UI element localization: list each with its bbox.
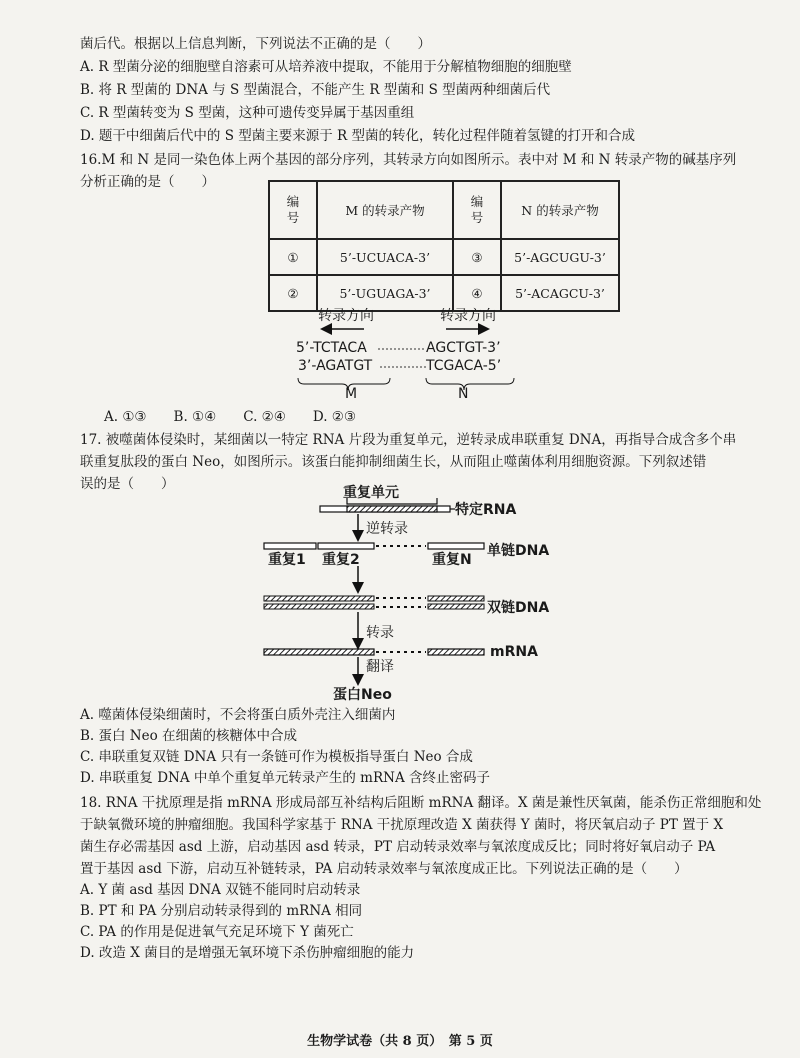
repeat-unit-label: 重复单元 [343,485,399,501]
repeat-n-label: 重复N [432,552,472,568]
dsdna-label: 双链DNA [487,600,550,616]
repeat-1-label: 重复1 [268,552,306,568]
q18-stem-line3: 菌生存必需基因 asd 上游，启动基因 asd 转录，PT 启动转录效率与氧浓度成反比；同时将好氧启动子 PA [80,839,716,855]
q15-option-b: B. 将 R 型菌的 DNA 与 S 型菌混合，不能产生 R 型菌和 S 型菌两种细菌后代 [80,82,551,98]
row2-num-m: ② [269,275,317,311]
row2-num-n: ④ [453,275,501,311]
q16-options: A. ①③ B. ①④ C. ②④ D. ②③ [104,409,357,425]
protein-neo-label: 蛋白Neo [333,687,392,703]
specific-rna-label: 特定RNA [455,502,517,518]
row1-num-n: ③ [453,239,501,275]
q15-stem-end: 菌后代。根据以上信息判断，下列说法不正确的是（ ） [80,36,431,52]
mrna-bar [264,649,484,655]
mrna-label: mRNA [490,644,538,660]
repeat-unit-bracket [347,498,437,504]
gene-m-label: M [345,386,358,402]
q17-option-b: B. 蛋白 Neo 在细菌的核糖体中合成 [80,728,298,744]
n-bottom-strand: TCGACA-5’ [426,358,502,374]
m-direction-label: 转录方向 [318,308,374,324]
page-footer: 生物学试卷（共 8 页） 第 5 页 [307,1034,493,1049]
q18-option-c: C. PA 的作用是促进氧气充足环境下 Y 菌死亡 [80,924,354,940]
q17-stem-line3: 误的是（ ） [80,476,175,492]
gene-n-brace [426,378,514,390]
gene-m-brace [298,378,390,390]
q18-stem-line1: 18. RNA 干扰原理是指 mRNA 形成局部互补结构后阻断 mRNA 翻译。X 菌是兼性厌氧菌，能杀伤正常细胞和处 [80,795,762,811]
row2-n-seq: 5’-ACAGCU-3’ [501,275,619,311]
q18-option-a: A. Y 菌 asd 基因 DNA 双链不能同时启动转录 [80,882,361,898]
q17-stem-line2: 联重复肽段的蛋白 Neo，如图所示。该蛋白能抑制细菌生长，从而阻止噬菌体利用细胞资源。下列叙述错 [80,454,707,470]
m-bottom-strand: 3’-AGATGT [298,358,373,374]
ssdna-label: 单链DNA [487,543,550,559]
header-number-2: 编号 [453,181,501,239]
header-m-product: M 的转录产物 [317,181,453,239]
dsdna-bar [264,596,484,609]
q15-option-d: D. 题干中细菌后代中的 S 型菌主要来源于 R 型菌的转化，转化过程伴随着氢键的打开和合成 [80,128,636,144]
transcription-label: 转录 [366,625,394,641]
q16-stem-line2: 分析正确的是（ ） [80,174,215,190]
repeat-2-label: 重复2 [322,552,360,568]
q15-option-a: A. R 型菌分泌的细胞壁自溶素可从培养液中提取，不能用于分解植物细胞的细胞壁 [80,59,572,75]
q17-option-c: C. 串联重复双链 DNA 只有一条链可作为模板指导蛋白 Neo 合成 [80,749,473,765]
q18-stem-line2: 于缺氧微环境的肿瘤细胞。我国科学家基于 RNA 干扰原理改造 X 菌获得 Y 菌时，将厌氧启动子 PT 置于 X [80,817,724,833]
q17-option-d: D. 串联重复 DNA 中单个重复单元转录产生的 mRNA 含终止密码子 [80,770,491,786]
translation-label: 翻译 [366,659,394,675]
q15-option-c: C. R 型菌转变为 S 型菌，这种可遗传变异属于基因重组 [80,105,415,121]
ssdna-bar [264,543,484,549]
q17-option-a: A. 噬菌体侵染细菌时，不会将蛋白质外壳注入细菌内 [80,707,396,723]
n-top-strand: AGCTGT-3’ [426,340,501,356]
row1-n-seq: 5’-AGCUGU-3’ [501,239,619,275]
repeat-unit-segment [347,506,437,512]
q18-option-b: B. PT 和 PA 分别启动转录得到的 mRNA 相同 [80,903,363,919]
row1-m-seq: 5’-UCUACA-3’ [317,239,453,275]
header-n-product: N 的转录产物 [501,181,619,239]
gene-n-label: N [458,386,469,402]
reverse-transcription-label: 逆转录 [366,521,408,537]
row2-m-seq: 5’-UGUAGA-3’ [317,275,453,311]
q16-stem-line1: 16.M 和 N 是同一染色体上两个基因的部分序列，其转录方向如图所示。表中对 M 和 N 转录产物的碱基序列 [80,152,737,168]
n-direction-label: 转录方向 [440,308,496,324]
header-number: 编号 [269,181,317,239]
q17-stem-line1: 17. 被噬菌体侵染时，某细菌以一特定 RNA 片段为重复单元，逆转录成串联重复 DNA，再指导合成含多个串 [80,432,737,448]
q18-stem-line4: 置于基因 asd 下游，启动互补链转录，PA 启动转录效率与氧浓度成正比。下列说法正确的是（ ） [80,861,688,877]
q18-option-d: D. 改造 X 菌目的是增强无氧环境下杀伤肿瘤细胞的能力 [80,945,415,961]
m-top-strand: 5’-TCTACA [296,340,367,356]
row1-num-m: ① [269,239,317,275]
